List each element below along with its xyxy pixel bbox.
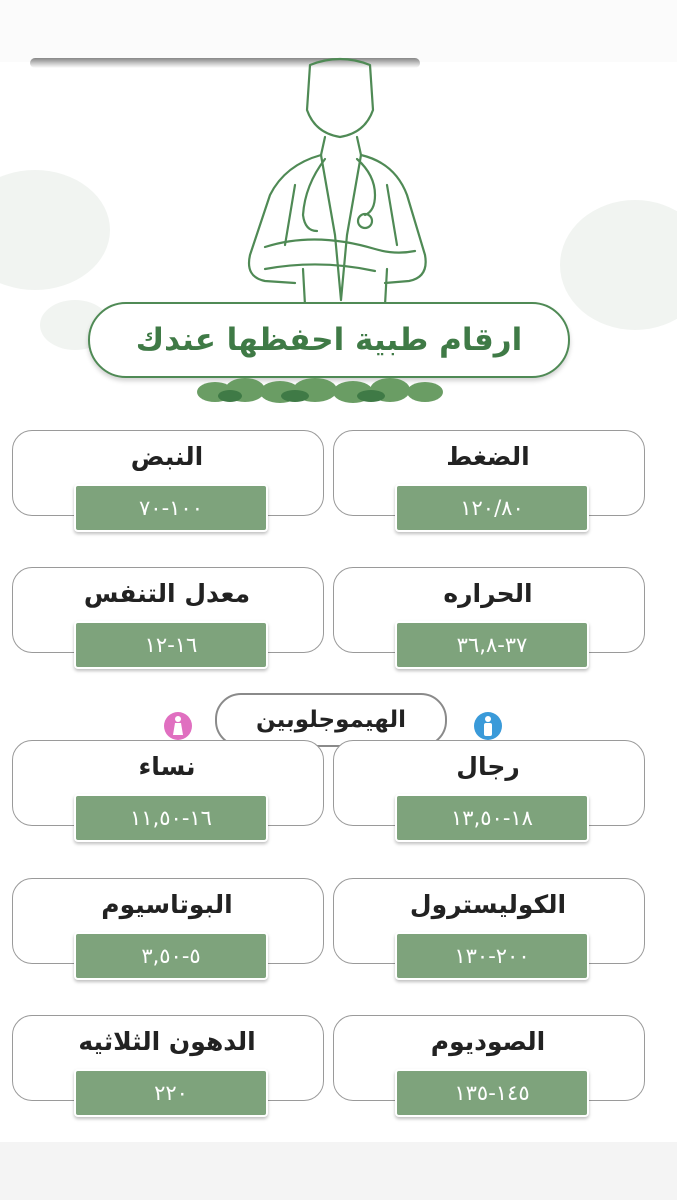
card-value: ١٨-١٣,٥٠ — [395, 794, 589, 842]
bottom-band — [0, 1142, 677, 1200]
background-blob — [560, 200, 677, 330]
card-potassium — [12, 878, 328, 980]
bushes-decoration — [195, 368, 445, 406]
card-respiration — [12, 567, 328, 669]
doctor-icon — [225, 55, 455, 305]
card-women — [12, 740, 328, 842]
card-sodium — [333, 1015, 649, 1117]
card-label: الدهون الثلاثيه — [78, 1027, 256, 1056]
card-temperature — [333, 567, 649, 669]
card-value: ٣٧-٣٦,٨ — [395, 621, 589, 669]
card-pulse — [12, 430, 328, 532]
card-pressure — [333, 430, 649, 532]
card-value: ١٠٠-٧٠ — [74, 484, 268, 532]
top-band — [0, 0, 677, 62]
card-value: ٢٢٠ — [74, 1069, 268, 1117]
female-icon — [163, 711, 193, 741]
card-label: الضغط — [446, 442, 530, 471]
card-label: البوتاسيوم — [101, 890, 233, 919]
title-pill — [88, 302, 570, 378]
card-label: الكوليسترول — [409, 890, 567, 919]
card-value: ٥-٣,٥٠ — [74, 932, 268, 980]
card-cholesterol — [333, 878, 649, 980]
card-label: رجال — [456, 752, 520, 781]
card-label: النبض — [130, 442, 204, 471]
hemoglobin-label: الهيموجلوبين — [255, 707, 407, 733]
card-label: نساء — [138, 752, 196, 781]
male-icon — [473, 711, 503, 741]
card-label: معدل التنفس — [83, 579, 251, 608]
card-label: الصوديوم — [430, 1027, 546, 1056]
card-men — [333, 740, 649, 842]
card-label: الحراره — [443, 579, 533, 608]
card-value: ١٦-١١,٥٠ — [74, 794, 268, 842]
background-blob — [0, 170, 110, 290]
hemoglobin-pill — [215, 693, 447, 747]
card-value: ٢٠٠-١٣٠ — [395, 932, 589, 980]
card-value: ١٤٥-١٣٥ — [395, 1069, 589, 1117]
page-title: ارقام طبية احفظها عندك — [135, 322, 523, 358]
card-value: ١٦-١٢ — [74, 621, 268, 669]
title-banner — [88, 302, 570, 378]
card-value: ١٢٠/٨٠ — [395, 484, 589, 532]
card-triglycerides — [12, 1015, 328, 1117]
